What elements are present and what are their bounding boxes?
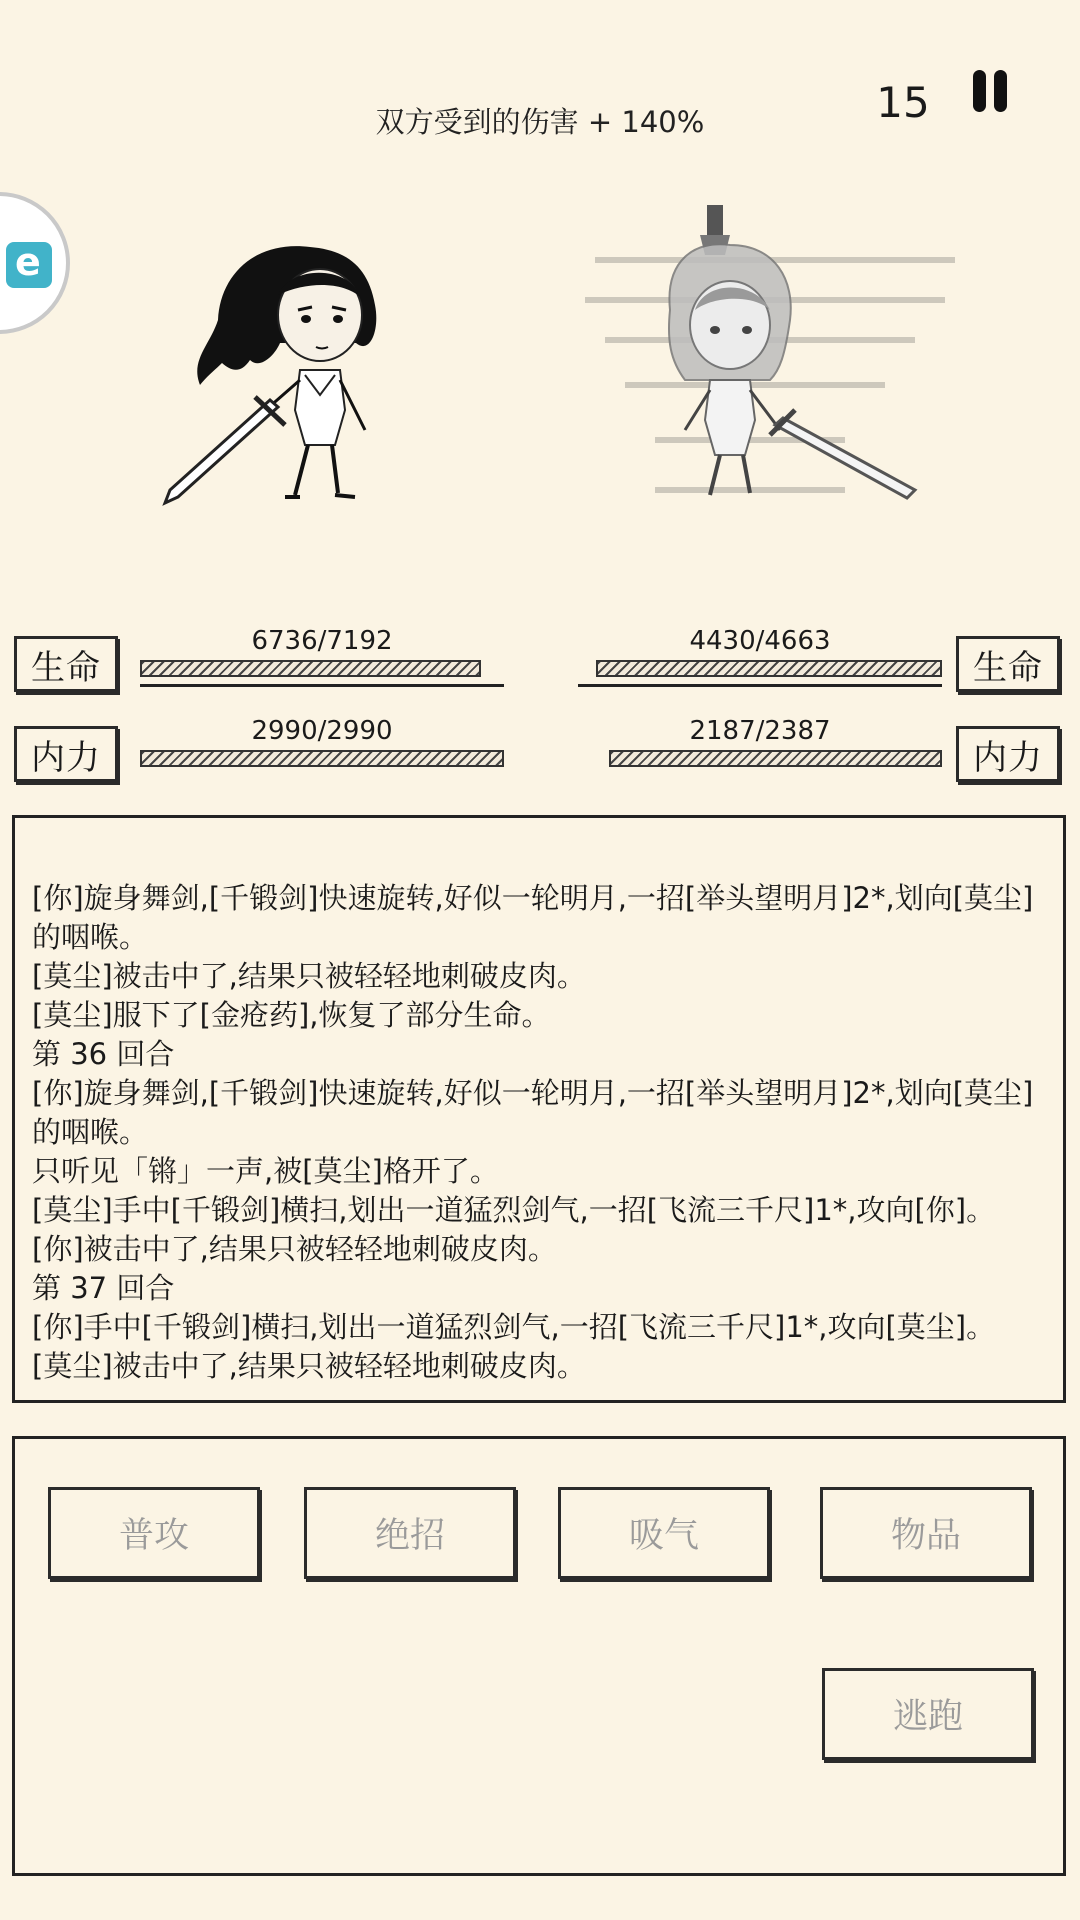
floating-app-icon[interactable] — [0, 192, 70, 334]
enemy-hp-label: 生命 — [956, 636, 1060, 692]
player-mp-value: 2990/2990 — [251, 716, 393, 746]
player-mp-bar — [140, 750, 504, 767]
enemy-mp-bar — [578, 750, 942, 767]
damage-modifier-text: 双方受到的伤害 + 140% — [375, 105, 705, 139]
log-line: [莫尘]被击中了,结果只被轻轻地刺破皮肉。 — [32, 1349, 586, 1383]
ultimate-button[interactable]: 绝招 — [304, 1487, 516, 1579]
enemy-hp-bar — [578, 660, 942, 677]
log-line: 第 36 回合 — [32, 1037, 175, 1071]
player-hp-label: 生命 — [14, 636, 118, 692]
player-character — [160, 235, 420, 515]
player-mp-label: 内力 — [14, 726, 118, 782]
enemy-hp-value: 4430/4663 — [689, 626, 831, 656]
enemy-mp-label: 内力 — [956, 726, 1060, 782]
turn-counter: 15 — [876, 78, 930, 127]
items-button[interactable]: 物品 — [820, 1487, 1032, 1579]
log-line: 第 37 回合 — [32, 1271, 175, 1305]
enemy-character — [585, 200, 965, 510]
log-line: [你]手中[千锻剑]横扫,划出一道猛烈剑气,一招[飞流三千尺]1*,攻向[莫尘]。 — [32, 1310, 996, 1344]
log-line: [莫尘]被击中了,结果只被轻轻地刺破皮肉。 — [32, 959, 586, 993]
log-line: [你]旋身舞剑,[千锻剑]快速旋转,好似一轮明月,一招[举头望明月]2*,划向[莫尘]的咽喉。 — [32, 1076, 1034, 1149]
breathe-button[interactable]: 吸气 — [558, 1487, 770, 1579]
log-line: [你]被击中了,结果只被轻轻地刺破皮肉。 — [32, 1232, 557, 1266]
combat-log[interactable] — [12, 815, 1066, 1403]
enemy-mp-value: 2187/2387 — [689, 716, 831, 746]
player-hp-underline — [140, 684, 504, 687]
attack-button[interactable]: 普攻 — [48, 1487, 260, 1579]
player-hp-bar — [140, 660, 504, 677]
player-hp-value: 6736/7192 — [251, 626, 393, 656]
pause-icon[interactable] — [970, 70, 1014, 114]
log-line: [你]旋身舞剑,[千锻剑]快速旋转,好似一轮明月,一招[举头望明月]2*,划向[莫尘]的咽喉。 — [32, 881, 1034, 954]
flee-button[interactable]: 逃跑 — [822, 1668, 1034, 1760]
log-line: [莫尘]手中[千锻剑]横扫,划出一道猛烈剑气,一招[飞流三千尺]1*,攻向[你]。 — [32, 1193, 996, 1227]
enemy-hp-underline — [578, 684, 942, 687]
log-line: [莫尘]服下了[金疮药],恢复了部分生命。 — [32, 998, 551, 1032]
log-line: 只听见「锵」一声,被[莫尘]格开了。 — [32, 1154, 499, 1188]
